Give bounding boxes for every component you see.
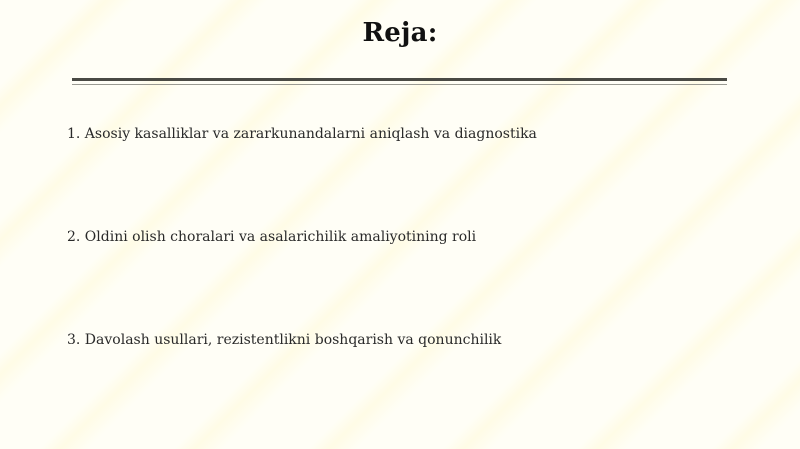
list-item: 3. Davolash usullari, rezistentlikni boshqarish va qonunchilik	[67, 332, 502, 348]
title-divider-thin	[72, 84, 727, 85]
title-divider-thick	[72, 78, 727, 81]
list-item: 2. Oldini olish choralari va asalarichilik amaliyotining roli	[67, 229, 477, 245]
slide-title: Reja:	[362, 18, 438, 48]
list-item: 1. Asosiy kasalliklar va zararkunandalarni aniqlash va diagnostika	[67, 126, 537, 142]
